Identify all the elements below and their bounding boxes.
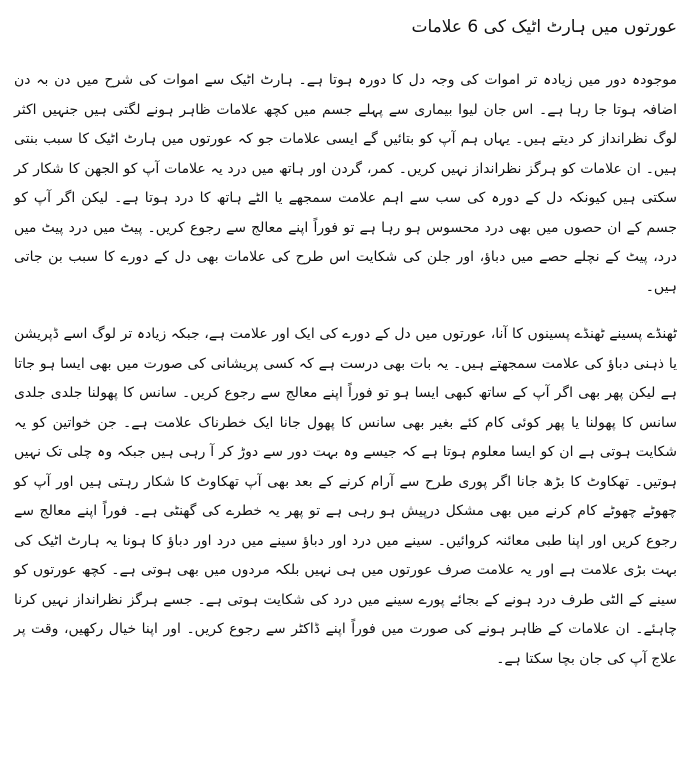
- article-paragraph-1: موجودہ دور میں زیادہ تر اموات کی وجہ دل کا دورہ ہوتا ہے۔ ہارٹ اٹیک سے اموات کی شرح میں دن بہ دن اضافہ ہوتا جا رہا ہے۔ اس جان لیوا بیماری سے پہلے جسم میں کچھ علامات ظاہر ہونے لگتی ہیں جنہیں اکثر لوگ نظرانداز کر دیتے ہیں۔ یہاں ہم آپ کو بتائیں گے ایسی علامات جو کہ عورتوں میں ہارٹ اٹیک کا سبب بنتی ہیں۔ ان علامات کو ہرگز نظرانداز نہیں کریں۔ کمر، گردن اور ہاتھ میں درد یہ علامات آپ کو الجھن کا شکار کر سکتی ہیں کیونکہ دل کے دورہ کی سب سے اہم علامت سمجھے یا الٹے ہاتھ کا درد ہوتا ہے۔ لیکن اگر آپ کو جسم کے ان حصوں میں بھی درد محسوس ہو رہا ہے تو فوراً اپنے معالج سے رجوع کریں۔ پیٹ میں درد پیٹ میں درد، پیٹ کے نچلے حصے میں دباؤ، اور جلن کی شکایت اس طرح کی علامات بھی دل کے دورے کا سبب بن جاتی ہیں۔: [14, 72, 677, 295]
- article-title: عورتوں میں ہارٹ اٹیک کی 6 علامات: [411, 17, 677, 37]
- article-paragraph-2: ٹھنڈے پسینے ٹھنڈے پسینوں کا آنا، عورتوں میں دل کے دورے کی ایک اور علامت ہے، جبکہ زیادہ تر لوگ اسے ڈپریشن یا ذہنی دباؤ کی علامت سمجھتے ہیں۔ یہ بات بھی درست ہے کہ کسی پریشانی کی صورت میں بھی ایسا ہو جاتا ہے لیکن پھر بھی اگر آپ کے ساتھ کبھی ایسا ہو تو فوراً اپنے معالج سے رجوع کریں۔ سانس کا پھولنا جلدی جلدی سانس کا پھولنا یا پھر کوئی کام کئے بغیر بھی سانس کا پھول جانا ایک خطرناک علامت ہے۔ جن خواتین کو یہ شکایت ہوتی ہے ان کو ایسا معلوم ہوتا ہے کہ جیسے وہ بہت دور سے دوڑ کر آ رہی ہیں جبکہ وہ چلی تک نہیں ہوتیں۔ تھکاوٹ کا بڑھ جانا اگر پوری طرح سے آرام کرنے کے بعد بھی آپ تھکاوٹ کا شکار رہتی ہیں اور آپ کو چھوٹے چھوٹے کام کرنے میں بھی مشکل درپیش ہو رہی ہے تو پھر یہ خطرے کی گھنٹی ہے۔ فوراً اپنے معالج سے رجوع کریں اور اپنا طبی معائنہ کروائیں۔ سینے میں درد اور دباؤ سینے میں درد اور دباؤ کا ہونا یہ ہارٹ اٹیک کی بہت بڑی علامت ہے اور یہ علامت صرف عورتوں میں ہی نہیں بلکہ مردوں میں بھی ہوتی ہے۔ کچھ عورتوں کو سینے کے الٹی طرف درد ہونے کے بجائے پورے سینے میں درد کی شکایت ہوتی ہے۔ جسے ہرگز نظرانداز نہیں کرنا چاہئے۔ ان علامات کے ظاہر ہونے کی صورت میں فوراً اپنے ڈاکٹر سے رجوع کریں۔ اور اپنا خیال رکھیں، وقت پر علاج آپ کی جان بچا سکتا ہے۔: [14, 326, 677, 667]
